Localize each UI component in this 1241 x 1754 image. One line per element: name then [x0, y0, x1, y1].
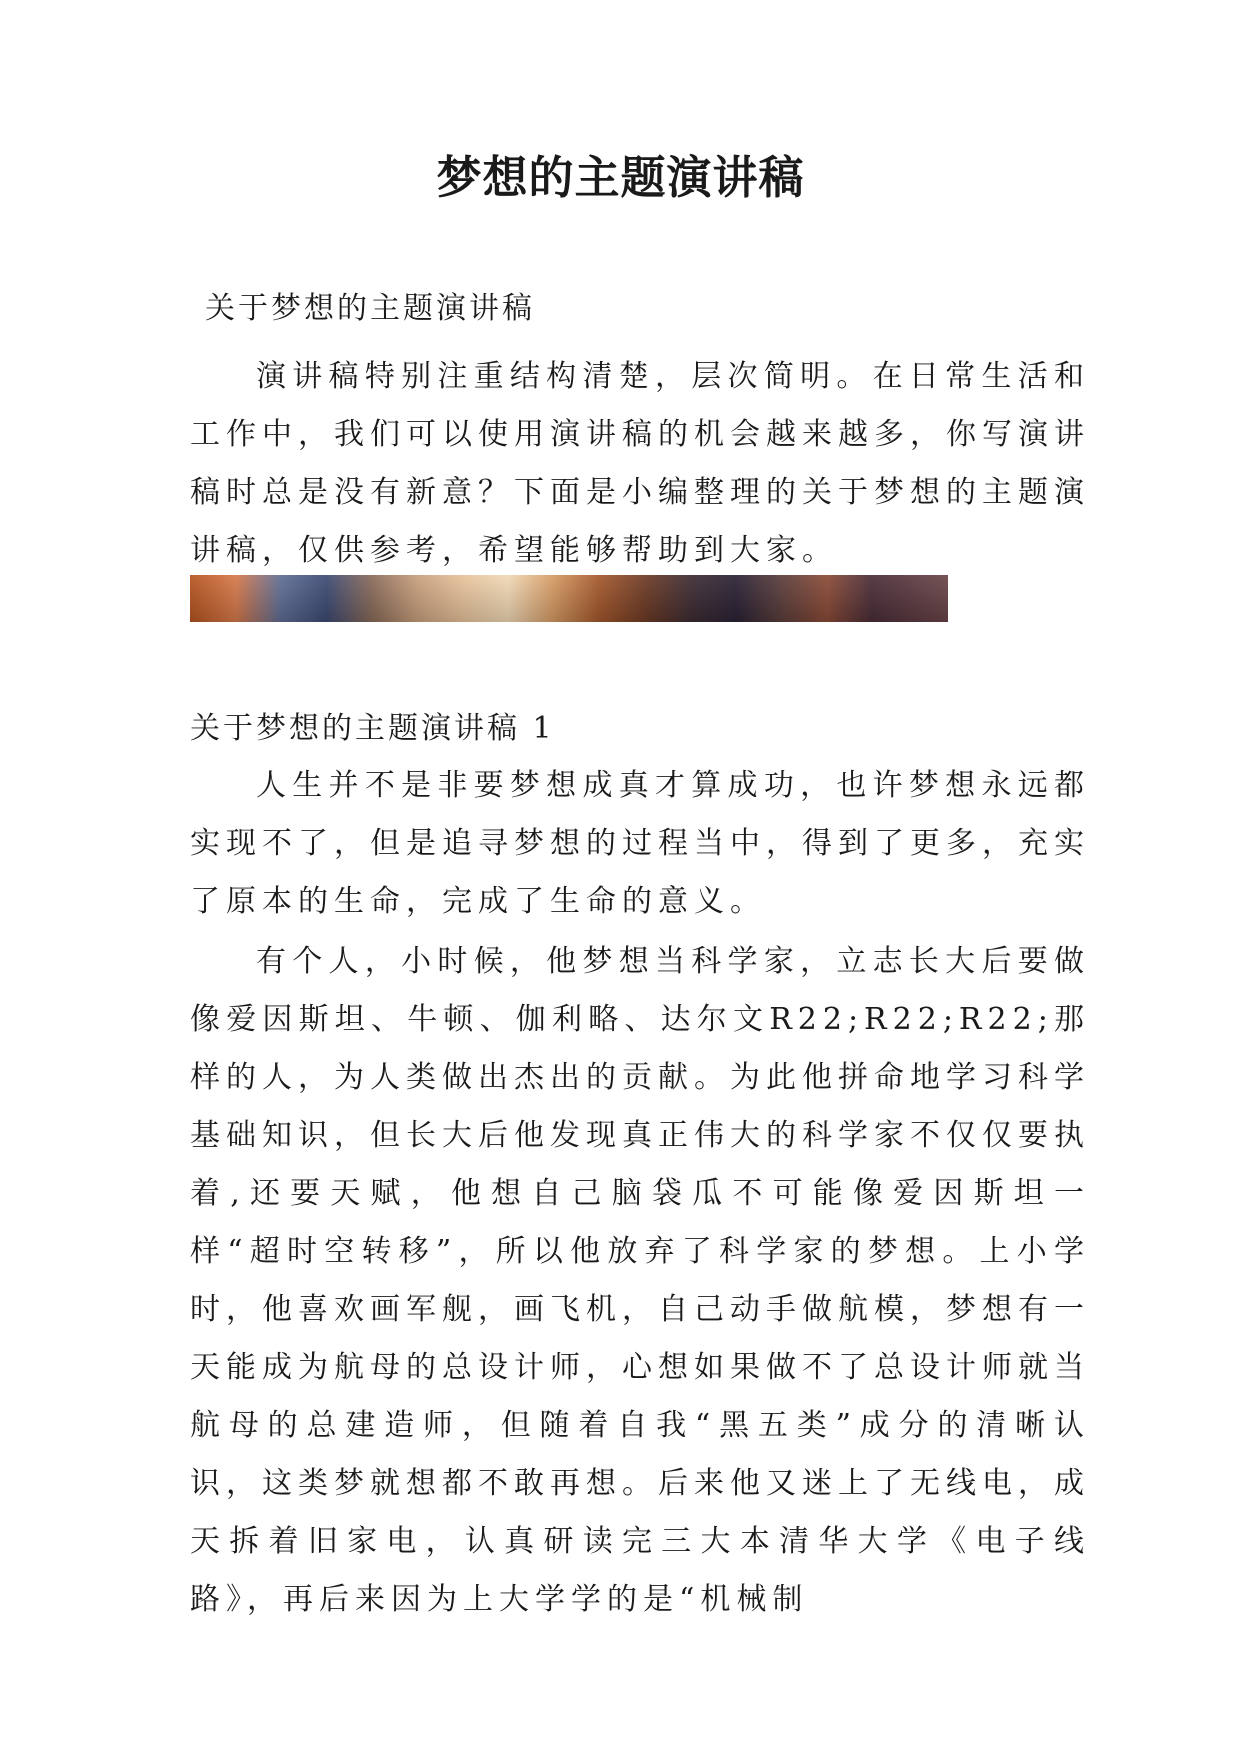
body-paragraph: 人生并不是非要梦想成真才算成功，也许梦想永远都实现不了，但是追寻梦想的过程当中，得到了更多，充实了原本的生命，完成了生命的意义。 [190, 768, 1090, 919]
intro-paragraph: 演讲稿特别注重结构清楚，层次简明。在日常生活和工作中，我们可以使用演讲稿的机会越来越多，你写演讲稿时总是没有新意？下面是小编整理的关于梦想的主题演讲稿，仅供参考，希望能够帮助到大家。 [190, 359, 1090, 568]
body-paragraph: 有个人，小时候，他梦想当科学家，立志长大后要做像爱因斯坦、牛顿、伽利略、达尔文R22;R22;R22;那样的人，为人类做出杰出的贡献。为此他拼命地学习科学基础知识，但长大后他发现真正伟大的科学家不仅仅要执着,还要天赋，他想自己脑袋瓜不可能像爱因斯坦一样“超时空转移”，所以他放弃了科学家的梦想。上小学时，他喜欢画军舰，画飞机，自己动手做航模，梦想有一天能成为航母的总设计师，心想如果做不了总设计师就当航母的总建造师，但随着自我“黑五类”成分的清晰认识，这类梦就想都不敢再想。后来他又迷上了无线电，成天拆着旧家电，认真研读完三大本清华大学《电子线路》，再后来因为上大学学的是“机械制 [190, 944, 1090, 1617]
banner-image [190, 575, 948, 622]
document-title: 梦想的主题演讲稿 [436, 151, 805, 204]
document-subtitle: 关于梦想的主题演讲稿 [205, 291, 535, 326]
section-heading: 关于梦想的主题演讲稿 1 [190, 711, 555, 746]
